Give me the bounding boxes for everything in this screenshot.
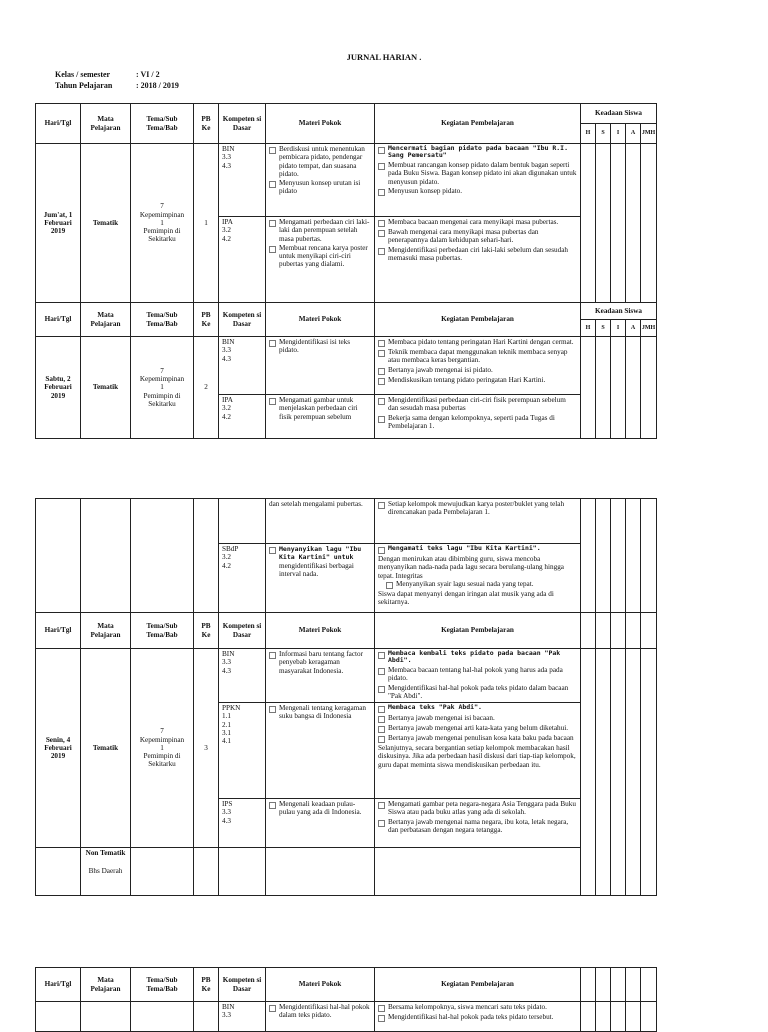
kegiatan-cell: Setiap kelompok mewujudkan karya poster/buklet yang telah direncanakan pada Pembelajaran 1. — [375, 499, 581, 544]
day-pb: 1 — [194, 144, 219, 303]
header-activity: Kegiatan Pembelajaran — [375, 104, 581, 144]
table-row — [36, 848, 657, 896]
checkbox-icon — [378, 716, 385, 723]
header-material: Materi Pokok — [266, 968, 375, 1002]
checkbox-icon — [378, 802, 385, 809]
non-tematik-cell: Non Tematik Bhs Daerah — [81, 848, 131, 896]
header-day: Hari/Tgl — [36, 968, 81, 1002]
materi-cell: Mengidentifikasi isi teks pidato. — [266, 337, 375, 395]
checkbox-icon — [269, 1005, 276, 1012]
header-h: H — [581, 320, 596, 337]
checkbox-icon — [378, 547, 385, 554]
materi-cell: Mengidentifikasi hal-hal pokok dalam teks pidato. — [266, 1002, 375, 1032]
kd-cell: BIN 3.3 4.3 — [219, 144, 266, 217]
checkbox-icon — [378, 416, 385, 423]
kd-cell: IPA 3.2 4.2 — [219, 395, 266, 439]
header-competency: Kompeten si Dasar — [219, 303, 266, 337]
kd-cell: IPS 3.3 4.3 — [219, 799, 266, 848]
checkbox-icon — [269, 802, 276, 809]
table-row — [36, 1002, 657, 1032]
checkbox-icon — [378, 652, 385, 659]
materi-cell: Berdiskusi untuk menentukan pembicara pidato, pendengar pidato tempat, dan suasana pidato. Menyusun konsep urutan isi pidato — [266, 144, 375, 217]
checkbox-icon — [378, 502, 385, 509]
header-activity: Kegiatan Pembelajaran — [375, 613, 581, 649]
kd-cell: BIN 3.3 4.3 — [219, 337, 266, 395]
header-theme: Tema/Sub Tema/Bab — [131, 613, 194, 649]
checkbox-icon — [378, 230, 385, 237]
header-pb: PB Ke — [194, 613, 219, 649]
header-subject: Mata Pelajaran — [81, 104, 131, 144]
header-theme: Tema/Sub Tema/Bab — [131, 104, 194, 144]
checkbox-icon — [269, 340, 276, 347]
checkbox-icon — [378, 1015, 385, 1022]
kegiatan-cell: Mengidentifikasi perbedaan ciri-ciri fisik perempuan sebelum dan sesudah masa pubertas Bekerja sama dengan kelompoknya, seperti pada Tugas di Pembelajaran 1. — [375, 395, 581, 439]
header-competency: Kompeten si Dasar — [219, 104, 266, 144]
header-pb: PB Ke — [194, 303, 219, 337]
kd-cell: BIN 3.3 — [219, 1002, 266, 1032]
checkbox-icon — [378, 686, 385, 693]
checkbox-icon — [378, 1005, 385, 1012]
materi-cell: Mengamati gambar untuk menjelaskan perbedaan ciri fisik perempuan sebelum — [266, 395, 375, 439]
header-a: A — [626, 124, 641, 144]
materi-cell: Mengenali keadaan pulau-pulau yang ada di Indonesia. — [266, 799, 375, 848]
checkbox-icon — [378, 340, 385, 347]
day-date: Sabtu, 2 Februari 2019 — [36, 337, 81, 439]
checkbox-icon — [269, 246, 276, 253]
day-date: Senin, 4 Februari 2019 — [36, 649, 81, 848]
materi-cell: Mengenali tentang keragaman suku bangsa di Indonesia — [266, 703, 375, 799]
header-attendance: Keadaan Siswa — [581, 104, 657, 124]
class-info: Kelas / semester : VI / 2 — [55, 70, 160, 79]
header-activity: Kegiatan Pembelajaran — [375, 968, 581, 1002]
checkbox-icon — [269, 398, 276, 405]
checkbox-icon — [378, 189, 385, 196]
checkbox-icon — [269, 547, 276, 554]
checkbox-icon — [269, 652, 276, 659]
header-subject: Mata Pelajaran — [81, 613, 131, 649]
header-a: A — [626, 320, 641, 337]
checkbox-icon — [378, 668, 385, 675]
header-theme: Tema/Sub Tema/Bab — [131, 303, 194, 337]
materi-cell: Menyanyikan lagu "Ibu Kita Kartini" untuk mengidentifikasi berbagai interval nada. — [266, 544, 375, 613]
header-pb: PB Ke — [194, 104, 219, 144]
kd-cell: SBdP 3.2 4.2 — [219, 544, 266, 613]
kegiatan-cell: Mengamati teks lagu "Ibu Kita Kartini". Dengan menirukan atau dibimbing guru, siswa mencoba menyanyikan nada-nada pada lagu secara berulang-ulang hingga tepat. Integritas Menyanyikan syair lagu sesuai nada yang tepat. Siswa dapat menyanyi dengan iringan alat musik yang ada di sekitarnya. — [375, 544, 581, 613]
kegiatan-cell: Bersama kelompoknya, siswa mencari satu teks pidato. Mengidentifikasi hal-hal pokok pada teks pidato tersebut. — [375, 1002, 581, 1032]
checkbox-icon — [378, 220, 385, 227]
day-subject: Tematik — [81, 337, 131, 439]
kd-cell: PPKN 1.1 2.1 3.1 4.1 — [219, 703, 266, 799]
header-subject: Mata Pelajaran — [81, 303, 131, 337]
header-competency: Kompeten si Dasar — [219, 968, 266, 1002]
header-material: Materi Pokok — [266, 303, 375, 337]
header-day: Hari/Tgl — [36, 303, 81, 337]
checkbox-icon — [378, 350, 385, 357]
kegiatan-cell: Membaca kembali teks pidato pada bacaan "Pak Abdi". Membaca bacaan tentang hal-hal pokok yang harus ada pada pidato. Mengidentifikasi hal-hal pokok pada teks pidato dalam bacaan "Pak Abdi". — [375, 649, 581, 703]
day-date: Jum'at, 1 Februari 2019 — [36, 144, 81, 303]
kd-cell: BIN 3.3 4.3 — [219, 649, 266, 703]
day-subject: Tematik — [81, 144, 131, 303]
kegiatan-cell: Membaca teks "Pak Abdi". Bertanya jawab mengenai isi bacaan. Bertanya jawab mengenai arti kata-kata yang belum diketahui. Bertanya jawab mengenai penulisan kosa kata baku pada bacaan Selanjutnya, secara bergantian setiap kelompok membacakan hasil diskusinya. Jika ada perbedaan hasil diskusi dari tiap-tiap kelompok, guru dapat meminta siswa mendiskusikan perbedaan itu. — [375, 703, 581, 799]
header-material: Materi Pokok — [266, 104, 375, 144]
checkbox-icon — [378, 368, 385, 375]
table-row — [36, 144, 657, 217]
header-theme: Tema/Sub Tema/Bab — [131, 968, 194, 1002]
kegiatan-cell: Mencermati bagian pidato pada bacaan "Ibu R.I. Sang Pemersatu" Membuat rancangan konsep pidato dalam bentuk bagan seperti pada Buku Siswa. Bagan konsep pidato ini akan digunakan untuk menyusun pidato. Menyusun konsep pidato. — [375, 144, 581, 217]
header-competency: Kompeten si Dasar — [219, 613, 266, 649]
header-pb: PB Ke — [194, 968, 219, 1002]
page-title: JURNAL HARIAN . — [346, 52, 422, 62]
header-day: Hari/Tgl — [36, 104, 81, 144]
checkbox-icon — [378, 706, 385, 713]
day-subject: Tematik — [81, 649, 131, 848]
header-activity: Kegiatan Pembelajaran — [375, 303, 581, 337]
header-s: S — [596, 320, 611, 337]
day-theme: 7 Kepemimpinan 1 Pemimpin di Sekitarku — [131, 337, 194, 439]
checkbox-icon — [269, 147, 276, 154]
checkbox-icon — [378, 378, 385, 385]
header-i: I — [611, 124, 626, 144]
header-i: I — [611, 320, 626, 337]
table-row — [36, 649, 657, 703]
table-row — [36, 337, 657, 395]
checkbox-icon — [269, 220, 276, 227]
materi-cell: Informasi baru tentang factor penyebab keragaman masyarakat Indonesia. — [266, 649, 375, 703]
checkbox-icon — [378, 736, 385, 743]
materi-cell: Mengamati perbedaan ciri laki-laki dan perempuan setelah masa pubertas. Membuat rencana karya poster untuk menyikapi ciri-ciri pubertas yang dialami. — [266, 217, 375, 303]
checkbox-icon — [378, 248, 385, 255]
journal-table-page3 — [35, 967, 657, 1032]
checkbox-icon — [378, 147, 385, 154]
checkbox-icon — [378, 163, 385, 170]
header-material: Materi Pokok — [266, 613, 375, 649]
checkbox-icon — [269, 181, 276, 188]
checkbox-icon — [269, 706, 276, 713]
kegiatan-cell: Membaca pidato tentang peringatan Hari Kartini dengan cermat. Teknik membaca dapat menggunakan teknik membaca senyap atau membaca keras bergantian. Bertanya jawab mengenai isi pidato. Mendiskusikan tentang pidato peringatan Hari Kartini. — [375, 337, 581, 395]
header-day: Hari/Tgl — [36, 613, 81, 649]
kegiatan-cell: Membaca bacaan mengenai cara menyikapi masa pubertas. Bawah mengenai cara menyikapi masa pubertas dan penerapannya dalam kehidupan sehari-hari. Mengidentifikasi perbedaan ciri laki-laki sebelum dan sesudah memasuki masa pubertas. — [375, 217, 581, 303]
checkbox-icon — [378, 398, 385, 405]
journal-table-page1 — [35, 103, 657, 439]
checkbox-icon — [378, 820, 385, 827]
materi-cell: dan setelah mengalami pubertas. — [266, 499, 375, 544]
header-h: H — [581, 124, 596, 144]
day-theme: 7 Kepemimpinan 1 Pemimpin di Sekitarku — [131, 144, 194, 303]
year-info: Tahun Pelajaran : 2018 / 2019 — [55, 81, 179, 90]
header-s: S — [596, 124, 611, 144]
day-pb: 3 — [194, 649, 219, 848]
checkbox-icon — [386, 582, 393, 589]
day-pb: 2 — [194, 337, 219, 439]
header-jmh: JMH — [641, 320, 657, 337]
header-jmh: JMH — [641, 124, 657, 144]
kd-cell: IPA 3.2 4.2 — [219, 217, 266, 303]
journal-table-page2 — [35, 498, 657, 896]
kegiatan-cell: Mengamati gambar peta negara-negara Asia Tenggara pada Buku Siswa atau pada buku atlas yang ada di sekolah. Bertanya jawab mengenai nama negara, ibu kota, letak negara, dan perbatasan dengan negara tetangga. — [375, 799, 581, 848]
day-theme: 7 Kepemimpinan 1 Pemimpin di Sekitarku — [131, 649, 194, 848]
table-row — [36, 499, 657, 544]
checkbox-icon — [378, 726, 385, 733]
header-attendance: Keadaan Siswa — [581, 303, 657, 320]
header-subject: Mata Pelajaran — [81, 968, 131, 1002]
